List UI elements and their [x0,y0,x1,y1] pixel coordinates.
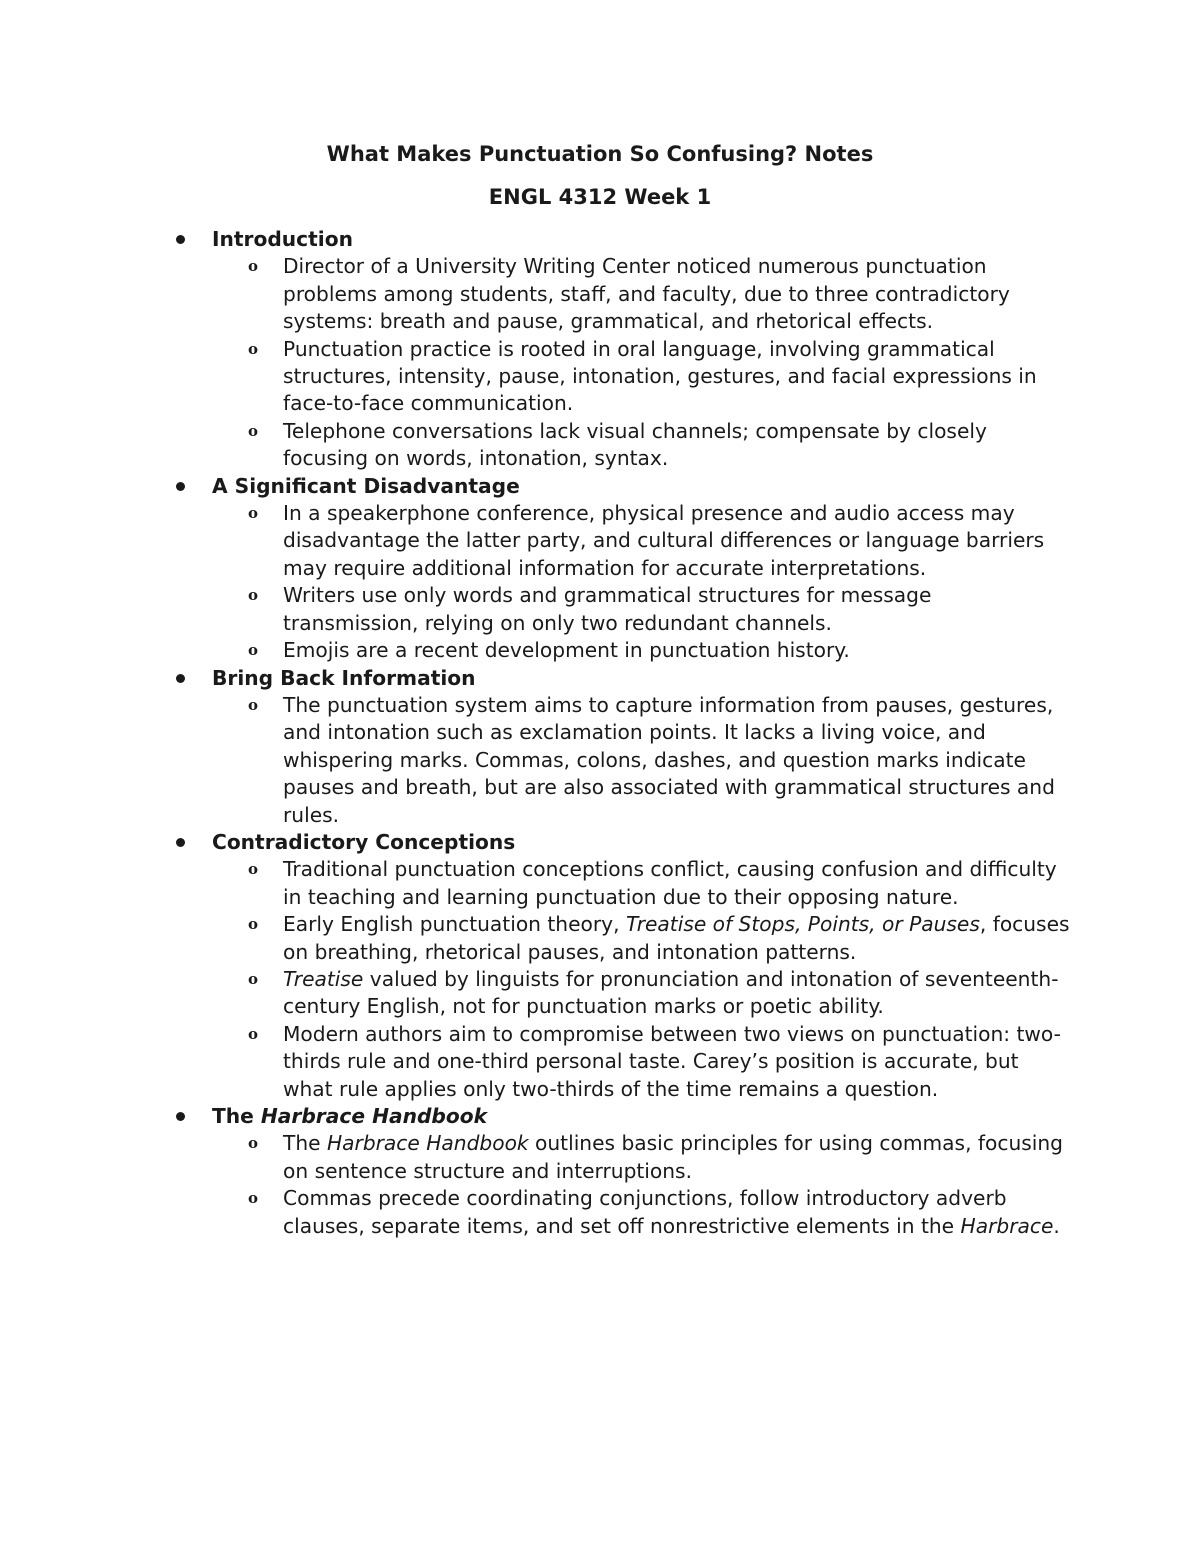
text-run: , focuses on breathing, rhetorical pauses, and intonation patterns. [283,912,1070,964]
section-heading-text: Harbrace Handbook [260,1104,488,1128]
section-heading [212,1103,1072,1130]
list-item [212,253,1072,335]
list-item [212,856,1072,911]
list-item [212,966,1072,1021]
circle-marker-icon: o [248,586,259,605]
text-run: . [1053,1213,1060,1238]
circle-marker-icon: o [248,421,259,440]
list-item-text [283,1021,1072,1103]
text-run: Writers use only words and grammatical structures for message transmission, relying on only two redundant channels. [283,583,932,635]
outline-section [172,473,1072,665]
text-run: Early English punctuation theory, [283,912,626,937]
outline-section [172,829,1072,1103]
circle-marker-icon: o [248,339,259,358]
document-subtitle: ENGL 4312 Week 1 [488,185,712,209]
list-item [212,336,1072,418]
list-item-text [283,582,1072,637]
list-item [212,692,1072,829]
circle-marker-icon: o [248,1024,259,1043]
circle-marker-icon: o [248,257,259,276]
text-run: Punctuation practice is rooted in oral language, involving grammatical structures, intensity, pause, intonation, gestures, and facial expressions in face-to-face communication. [283,336,1037,416]
section-heading [212,665,1072,692]
bullet-icon [176,235,185,244]
circle-marker-icon: o [248,695,259,714]
section-heading-text: Contradictory Conceptions [212,829,516,854]
list-item [212,637,1072,664]
sub-list [212,253,1072,472]
section-heading-prefix: The [212,1104,261,1128]
outline-section [172,665,1072,829]
sub-list [212,1130,1072,1240]
italic-title-text: Harbrace [960,1213,1054,1238]
italic-title-text: Treatise of Stops, Points, or Pauses [625,912,980,937]
list-item-text [283,336,1072,418]
list-item [212,1130,1072,1185]
sub-list [212,856,1072,1103]
circle-marker-icon: o [248,504,259,523]
text-run: In a speakerphone conference, physical presence and audio access may disadvantage the latter party, and cultural differences or language barriers may require additional information for accurate interpretations. [283,501,1045,580]
list-item-text [283,418,1072,473]
list-item [212,418,1072,473]
list-item-text [283,253,1072,335]
list-item-text [283,1130,1072,1185]
section-heading-text: A Significant Disadvantage [212,473,520,498]
italic-title-text: Harbrace Handbook [326,1131,529,1156]
list-item-text [283,1185,1072,1240]
notes-outline [172,226,1072,1240]
outline-section [172,1103,1072,1240]
circle-marker-icon: o [248,860,259,879]
italic-title-text: Treatise [283,966,364,991]
circle-marker-icon: o [248,641,259,660]
list-item [212,1021,1072,1103]
list-item-text [283,692,1072,829]
circle-marker-icon: o [248,969,259,988]
text-run: Telephone conversations lack visual channels; compensate by closely focusing on words, intonation, syntax. [283,418,987,471]
text-run: Traditional punctuation conceptions conflict, causing confusion and difficulty in teaching and learning punctuation due to their opposing nature. [283,857,1057,909]
text-run: outlines basic principles for using commas, focusing on sentence structure and interruptions. [283,1131,1063,1183]
text-run: Director of a University Writing Center noticed numerous punctuation problems among students, staff, and faculty, due to three contradictory systems: breath and pause, grammatical, and rhetorical effects. [283,254,1010,334]
list-item-text [283,637,1072,664]
text-run: valued by linguists for pronunciation and intonation of seventeenth-century English, not for punctuation marks or poetic ability. [283,966,1059,1019]
sub-list [212,500,1072,664]
list-item [212,911,1072,966]
list-item-text [283,911,1072,966]
section-heading-text: Bring Back Information [212,665,476,690]
section-heading-text: Introduction [212,227,353,251]
text-run: The [283,1131,327,1156]
section-heading [212,829,1072,856]
circle-marker-icon: o [248,1134,259,1153]
outline-section [172,226,1072,473]
sub-list [212,692,1072,829]
list-item-text [283,966,1072,1021]
list-item [212,500,1072,582]
bullet-icon [176,674,185,683]
text-run: Modern authors aim to compromise between two views on punctuation: two-thirds rule and one-third personal taste. Carey’s position is accurate, but what rule applies only two-thirds of the time remains a question. [283,1021,1061,1101]
list-item-text [283,856,1072,911]
text-run: Emojis are a recent development in punctuation history. [283,638,850,663]
section-heading [212,226,1072,253]
list-item [212,1185,1072,1240]
circle-marker-icon: o [248,915,259,934]
section-heading [212,473,1072,500]
bullet-icon [176,1112,185,1121]
text-run: Commas precede coordinating conjunctions, follow introductory adverb clauses, separate items, and set off nonrestrictive elements in the [283,1186,1007,1238]
list-item [212,582,1072,637]
bullet-icon [176,482,185,491]
document-title: What Makes Punctuation So Confusing? Notes [326,142,874,166]
text-run: The punctuation system aims to capture information from pauses, gestures, and intonation such as exclamation points. It lacks a living voice, and whispering marks. Commas, colons, dashes, and question marks indicate pauses and breath, but are also associated with grammatical structures and rules. [283,692,1055,827]
list-item-text [283,500,1072,582]
bullet-icon [176,838,185,847]
circle-marker-icon: o [248,1189,259,1208]
